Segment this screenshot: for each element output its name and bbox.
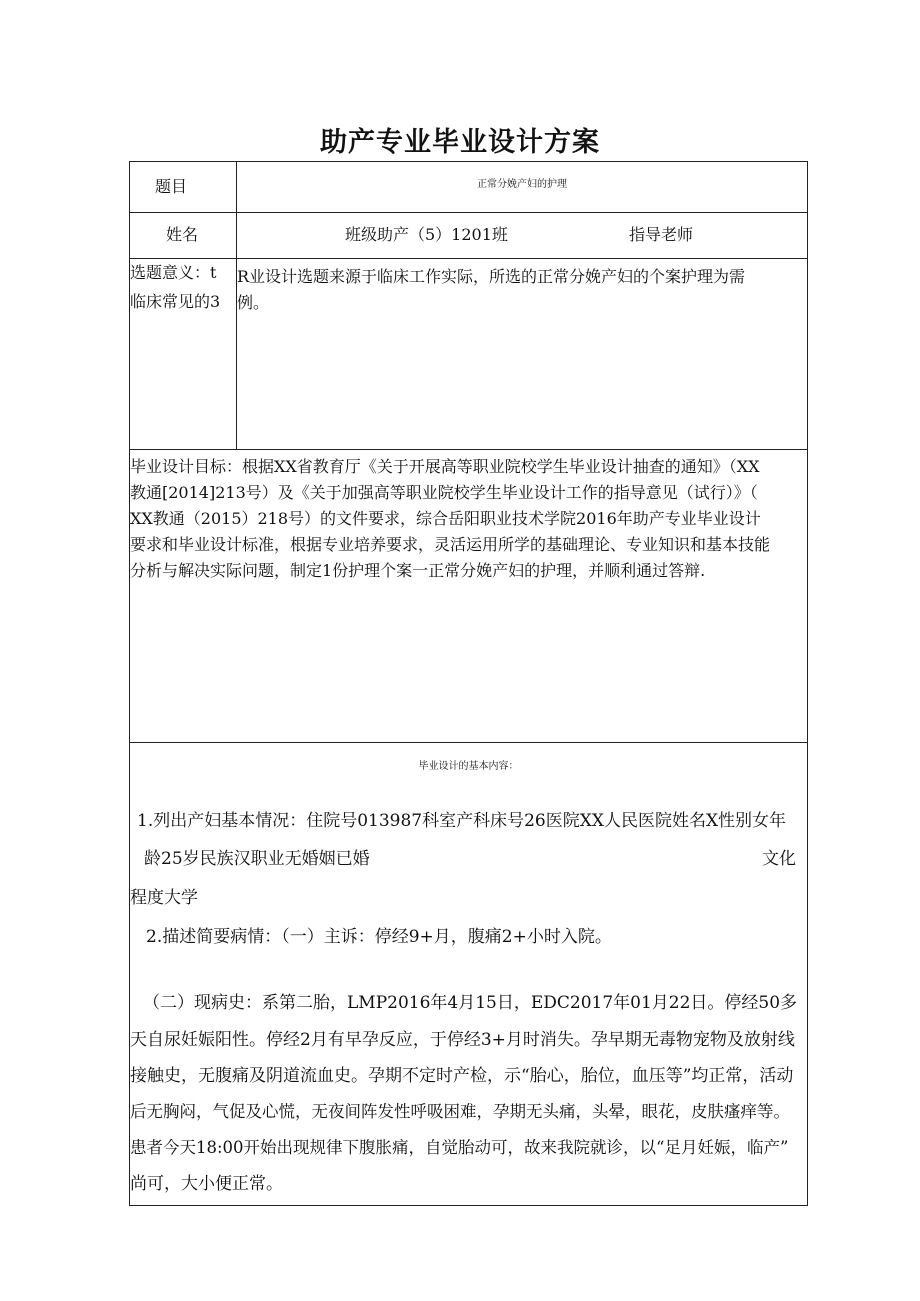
history-line: 后无胸闷，气促及心慌，无夜间阵发性呼吸困难，孕期无头痛，头晕，眼花，皮肤瘙痒等。 xyxy=(130,1102,790,1121)
table-row-divider xyxy=(129,212,808,213)
table-border-top xyxy=(129,161,808,162)
history-line: 接触史，无腹痛及阴道流血史。孕期不定时产检，示“胎心，胎位，血压等”均正常，活动 xyxy=(130,1066,794,1086)
content-heading: 毕业设计的基本内容： xyxy=(418,761,519,772)
goal-line: XX教通（2015）218号）的文件要求，综合岳阳职业技术学院2016年助产专业毕业设计 xyxy=(130,509,761,528)
goal-line: 分析与解决实际问题，制定1份护理个案一正常分娩产妇的护理，并顺利通过答辩. xyxy=(130,561,706,580)
history-line: （二）现病史：系第二胎，LMP2016年4月15日，EDC2017年01月22日。停经50多 xyxy=(143,993,798,1013)
topic-label: 题目 xyxy=(155,177,188,196)
advisor-label: 指导老师 xyxy=(629,225,694,244)
history-line: 尚可，大小便正常。 xyxy=(130,1174,283,1194)
significance-label-line: 选题意义：t xyxy=(130,263,217,282)
table-border-right xyxy=(807,161,808,1206)
history-line: 天自尿妊娠阳性。停经2月有早孕反应，于停经3+月时消失。孕早期无毒物宠物及放射线 xyxy=(130,1030,795,1050)
patient-info-line: 龄25岁民族汉职业无婚姻已婚 xyxy=(144,849,370,869)
table-row-divider xyxy=(129,742,808,743)
complaint-line: 2.描述简要病情：（一）主诉：停经9+月，腹痛2+小时入院。 xyxy=(146,927,612,947)
goal-line: 要求和毕业设计标准，根据专业培养要求，灵活运用所学的基础理论、专业知识和基本技能 xyxy=(130,535,771,554)
table-row-divider xyxy=(129,449,808,450)
significance-label-line: 临床常见的3 xyxy=(130,292,221,311)
goal-line: 教通[2014]213号）及《关于加强高等职业院校学生毕业设计工作的指导意见（试行）》（ xyxy=(130,483,758,502)
significance-content-line: 例。 xyxy=(237,293,270,312)
design-plan-table xyxy=(129,161,808,1206)
goal-line: 毕业设计目标：根据XX省教育厅《关于开展高等职业院校学生毕业设计抽查的通知》（XX xyxy=(130,457,760,476)
topic-value: 正常分娩产妇的护理 xyxy=(477,179,567,190)
patient-info-line: 1.列出产妇基本情况：住院号013987科室产科床号26医院XX人民医院姓名X性别女年 xyxy=(137,811,787,831)
history-line: 患者今天18:00开始出现规律下腹胀痛，自觉胎动可，故来我院就诊，以“足月妊娠，临产” xyxy=(130,1138,789,1157)
patient-info-line-right: 文化 xyxy=(762,849,796,869)
class-info: 班级助产（5）1201班 xyxy=(345,225,508,244)
patient-info-line: 程度大学 xyxy=(130,888,198,908)
table-row-divider xyxy=(129,258,808,259)
table-border-bottom xyxy=(129,1205,808,1206)
page-title: 助产专业毕业设计方案 xyxy=(320,127,600,158)
name-label: 姓名 xyxy=(166,225,199,244)
significance-content-line: R业设计选题来源于临床工作实际，所选的正常分娩产妇的个案护理为需 xyxy=(237,267,746,286)
